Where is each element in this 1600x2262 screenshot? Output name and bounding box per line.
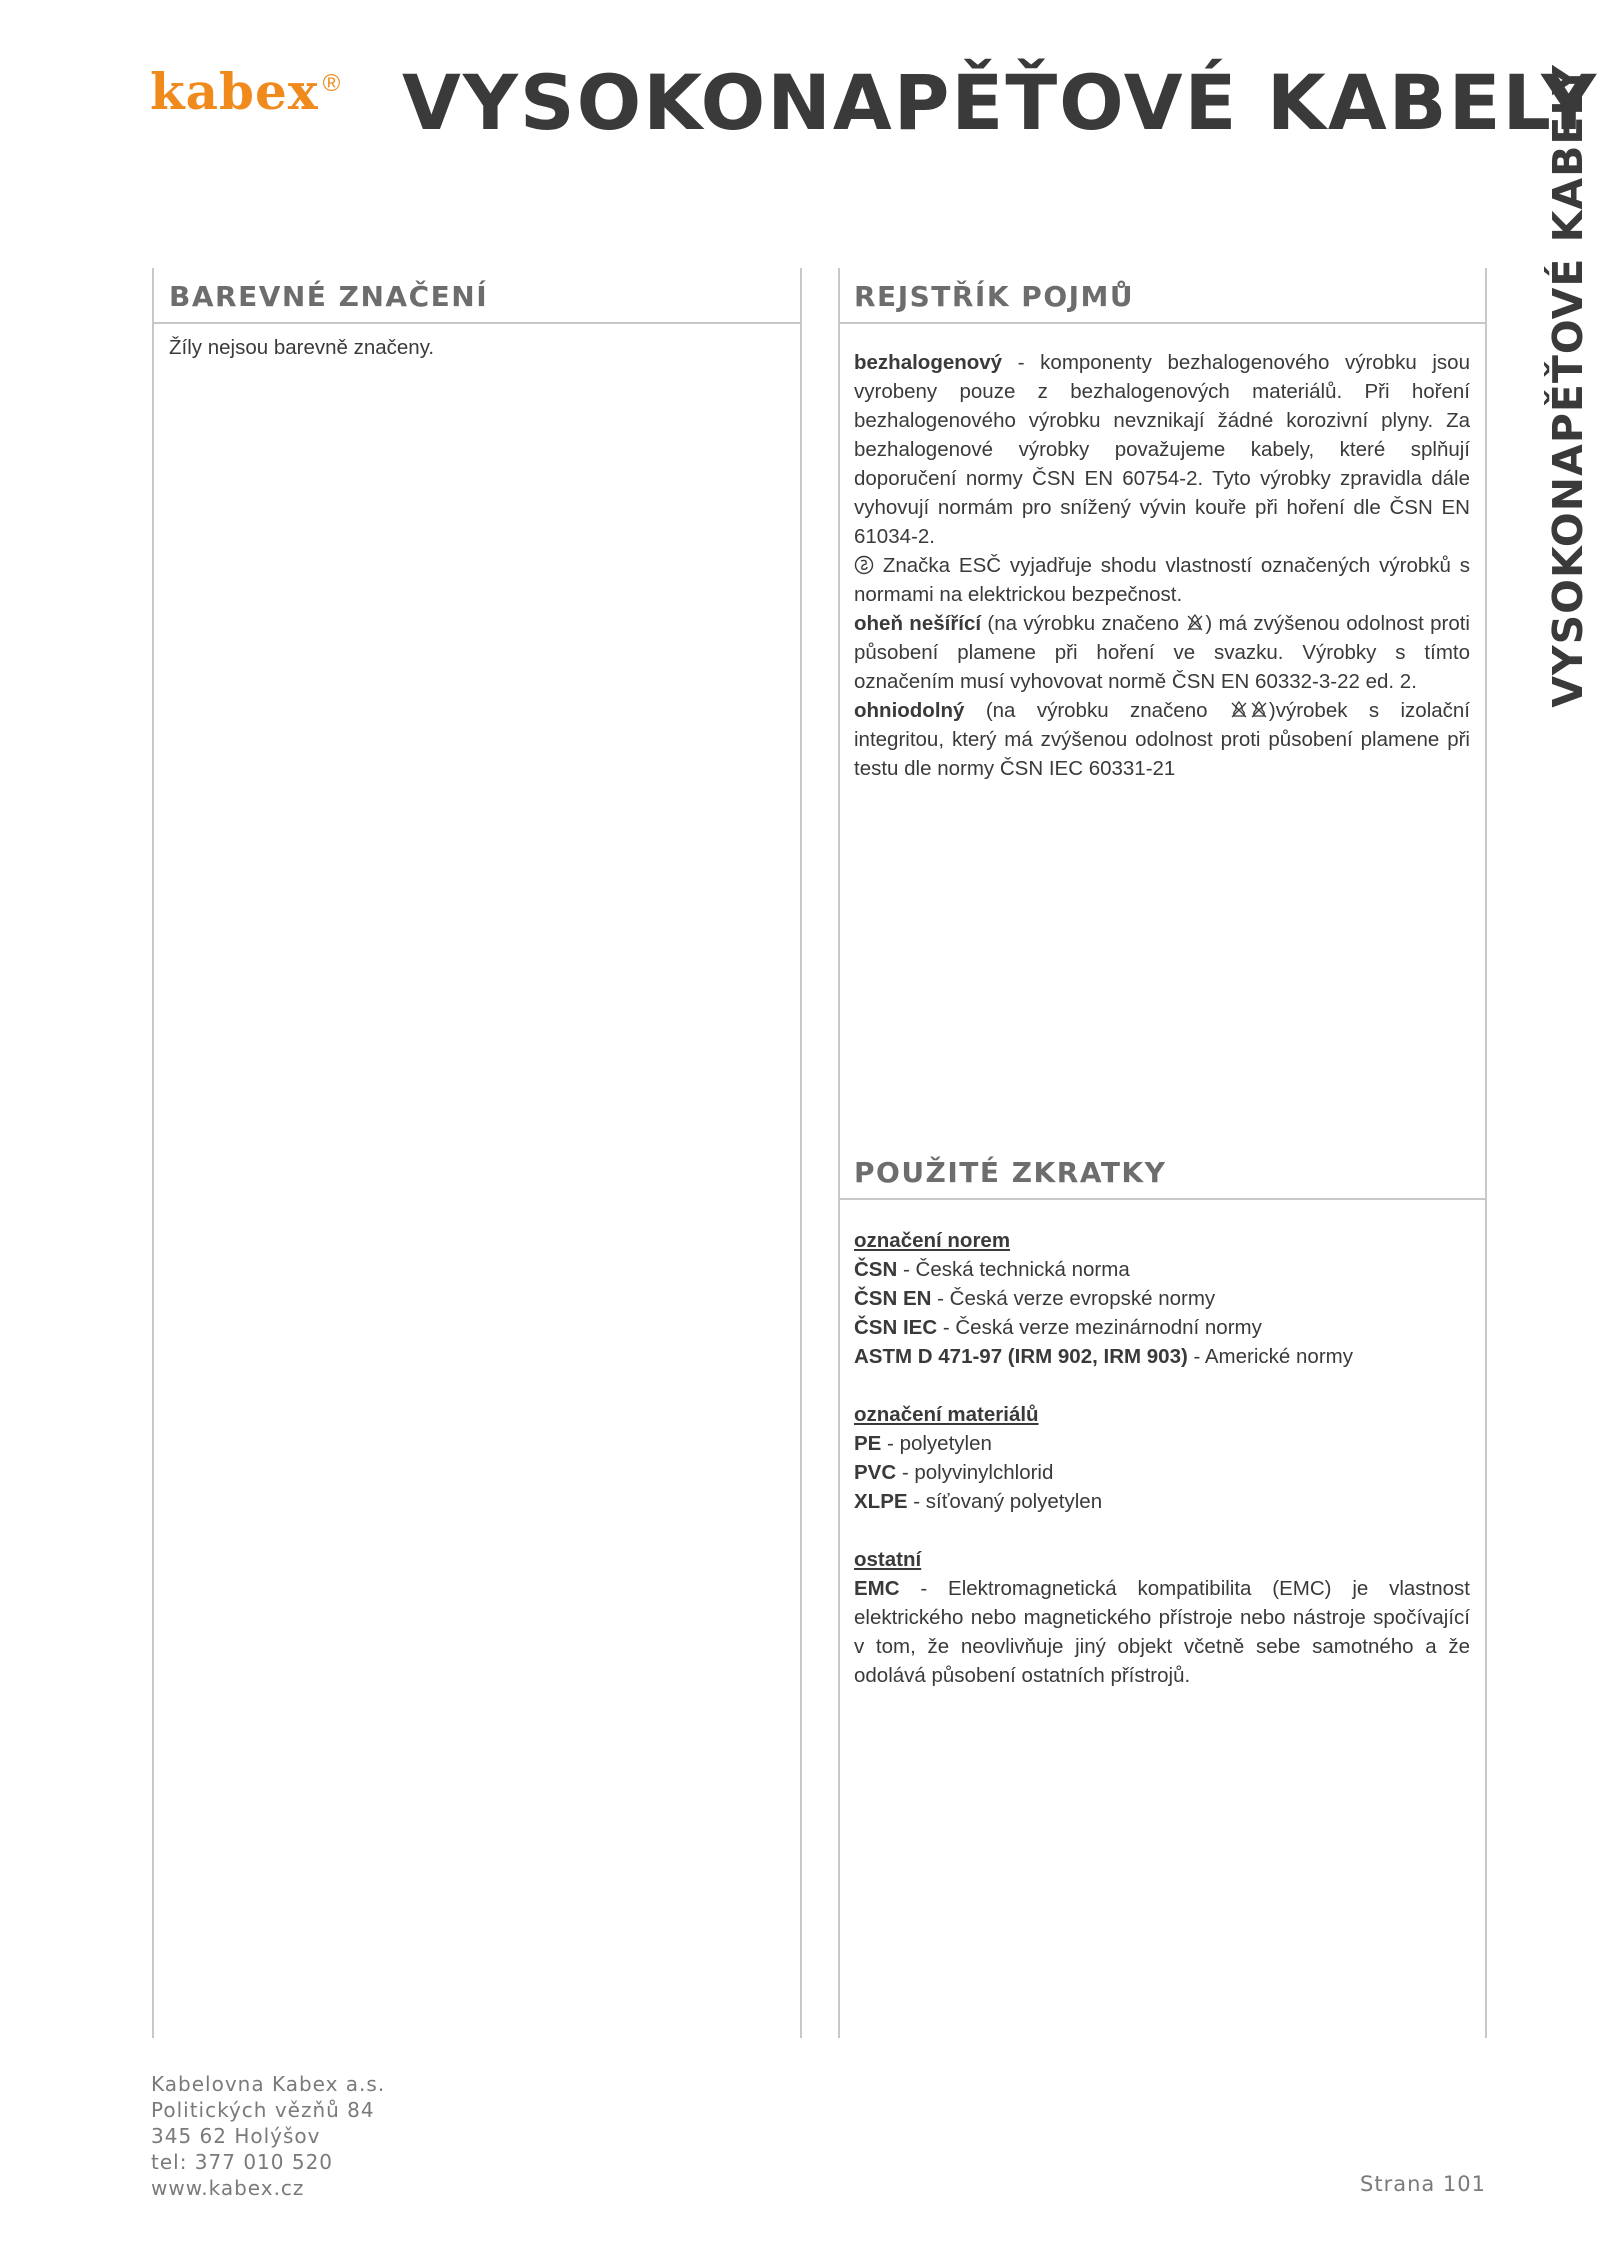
color-marking-heading: BAREVNÉ ZNAČENÍ xyxy=(169,280,489,313)
list-item: PVC - polyvinylchlorid xyxy=(854,1461,1054,1484)
page-title: VYSOKONAPĚŤOVÉ KABELY xyxy=(402,58,1599,147)
abbreviations-heading: POUŽITÉ ZKRATKY xyxy=(854,1156,1167,1189)
city-address: 345 62 Holýšov xyxy=(151,2124,321,2148)
flame-retardant-icon xyxy=(1249,699,1269,719)
list-item: EMC - Elektromagnetická kompatibilita (EMC) je vlastnost elektrického nebo magnetického přístroje nebo nástroje spočívající v tom, že neovlivňuje jiný objekt včetně sebe samotného a že odolává působení ostatních přístrojů. xyxy=(854,1577,1470,1687)
phone-number: tel: 377 010 520 xyxy=(151,2150,334,2174)
glossary-list xyxy=(854,348,1470,783)
left-column-left-rule xyxy=(152,268,154,2038)
abbreviations-list xyxy=(854,1226,1470,1690)
right-column-right-rule xyxy=(1485,268,1487,2038)
list-item: XLPE - síťovaný polyetylen xyxy=(854,1490,1103,1513)
list-item: ČSN IEC - Česká verze mezinárnodní normy xyxy=(854,1316,1262,1339)
glossary-item: oheň nešířící (na výrobku značeno ) má zvýšenou odolnost proti působení plamene při hoření ve svazku. Výrobky s tímto označením musí vyhovovat normě ČSN EN 60332-3-22 ed. 2. xyxy=(854,612,1470,693)
norms-subheading: označení norem xyxy=(854,1229,1011,1252)
abbreviations-heading-rule xyxy=(838,1198,1487,1200)
list-item: PE - polyetylen xyxy=(854,1432,992,1455)
page-number: Strana 101 xyxy=(1360,2172,1487,2196)
left-column-right-rule xyxy=(800,268,802,2038)
flame-retardant-icon xyxy=(1229,699,1249,719)
website-link[interactable]: www.kabex.cz xyxy=(151,2176,305,2200)
right-column-left-rule xyxy=(838,268,840,2038)
glossary-heading: REJSTŘÍK POJMŮ xyxy=(854,280,1135,313)
other-subheading: ostatní xyxy=(854,1548,922,1571)
list-item: ASTM D 471-97 (IRM 902, IRM 903) - Americké normy xyxy=(854,1345,1353,1368)
color-marking-text: Žíly nejsou barevně značeny. xyxy=(169,336,435,359)
materials-subheading: označení materiálů xyxy=(854,1403,1039,1426)
glossary-item: bezhalogenový - komponenty bezhalogenového výrobku jsou vyrobeny pouze z bezhalogenových materiálů. Při hoření bezhalogenového výrobku nevznikají žádné korozivní plyny. Za bezhalogenové výrobky považujeme kabely, které splňují doporučení normy ČSN EN 60754-2. Tyto výrobky zpravidla dále vyhovují normám pro snížený vývin kouře při hoření dle ČSN EN 61034-2. xyxy=(854,351,1470,548)
list-item: ČSN EN - Česká verze evropské normy xyxy=(854,1287,1216,1310)
footer-address xyxy=(151,2071,385,2201)
kabex-logo: kabex ® xyxy=(150,62,342,121)
side-title: VYSOKONAPĚŤOVÉ KABELY xyxy=(1544,64,1592,708)
company-name: Kabelovna Kabex a.s. xyxy=(151,2072,386,2096)
street-address: Politických vězňů 84 xyxy=(151,2098,375,2122)
left-heading-rule xyxy=(152,322,802,324)
esc-certification-icon xyxy=(854,554,874,574)
flame-retardant-icon xyxy=(1185,612,1205,632)
glossary-item: Značka ESČ vyjadřuje shodu vlastností označených výrobků s normami na elektrickou bezpečnost. xyxy=(854,554,1470,606)
glossary-heading-rule xyxy=(838,322,1487,324)
glossary-item: ohniodolný (na výrobku značeno )výrobek s izolační integritou, který má zvýšenou odolnost proti působení plamene při testu dle normy ČSN IEC 60331-21 xyxy=(854,699,1470,780)
list-item: ČSN - Česká technická norma xyxy=(854,1258,1130,1281)
